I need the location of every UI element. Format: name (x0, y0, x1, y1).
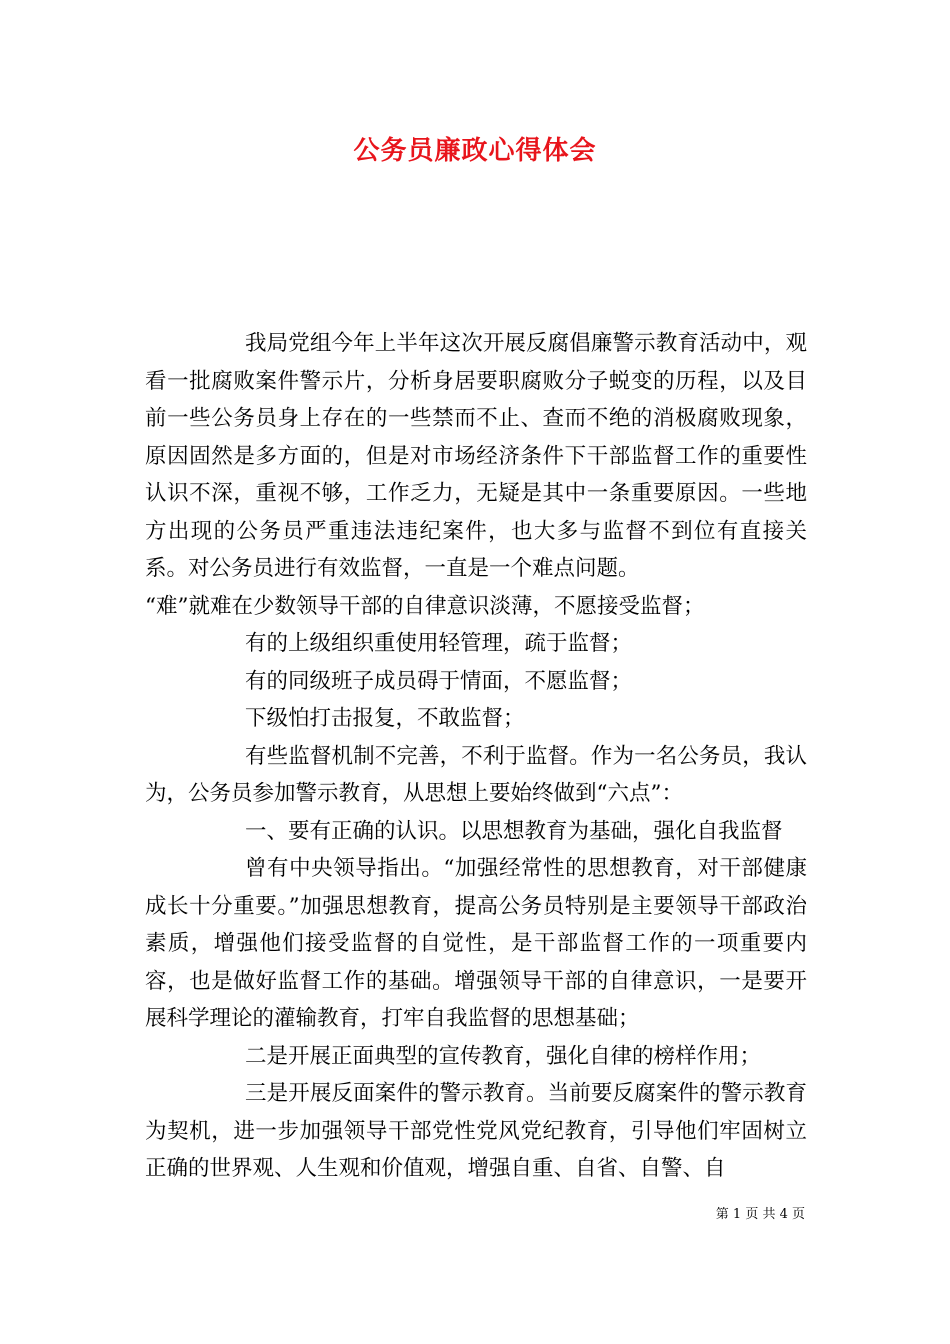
paragraph: 有些监督机制不完善，不利于监督。作为一名公务员，我认为，公务员参加警示教育，从思想上要始终做到“六点”： (145, 743, 807, 806)
paragraph: 二是开展正面典型的宣传教育，强化自律的榜样作用； (245, 1043, 762, 1069)
document-body (145, 325, 807, 1188)
document-title: 公务员廉政心得体会 (353, 136, 597, 166)
paragraph: “难”就难在少数领导干部的自律意识淡薄，不愿接受监督； (145, 593, 705, 619)
paragraph: 下级怕打击报复，不敢监督； (245, 706, 525, 731)
paragraph: 有的上级组织重使用轻管理，疏于监督； (245, 631, 633, 656)
paragraph: 有的同级班子成员碍于情面，不愿监督； (245, 668, 633, 694)
paragraph: 三是开展反面案件的警示教育。当前要反腐案件的警示教育为契机，进一步加强领导干部党性党风党纪教育，引导他们牢固树立正确的世界观、人生观和价值观，增强自重、自省、自警、自 (145, 1081, 807, 1181)
paragraph: 一、要有正确的认识。以思想教育为基础，强化自我监督 (245, 818, 783, 844)
page-number: 第 1 页 共 4 页 (715, 1207, 805, 1222)
paragraph: 曾有中央领导指出。“加强经常性的思想教育，对干部健康成长十分重要。”加强思想教育，提高公务员特别是主要领导干部政治素质，增强他们接受监督的自觉性，是干部监督工作的一项重要内容，也是做好监督工作的基础。增强领导干部的自律意识，一是要开展科学理论的灌输教育，打牢自我监督的思想基础； (145, 856, 807, 1031)
paragraph: 我局党组今年上半年这次开展反腐倡廉警示教育活动中，观看一批腐败案件警示片，分析身居要职腐败分子蜕变的历程，以及目前一些公务员身上存在的一些禁而不止、查而不绝的消极腐败现象，原因固然是多方面的，但是对市场经济条件下干部监督工作的重要性认识不深，重视不够，工作乏力，无疑是其中一条重要原因。一些地方出现的公务员严重违法违纪案件，也大多与监督不到位有直接关系。对公务员进行有效监督，一直是一个难点问题。 (145, 331, 807, 581)
